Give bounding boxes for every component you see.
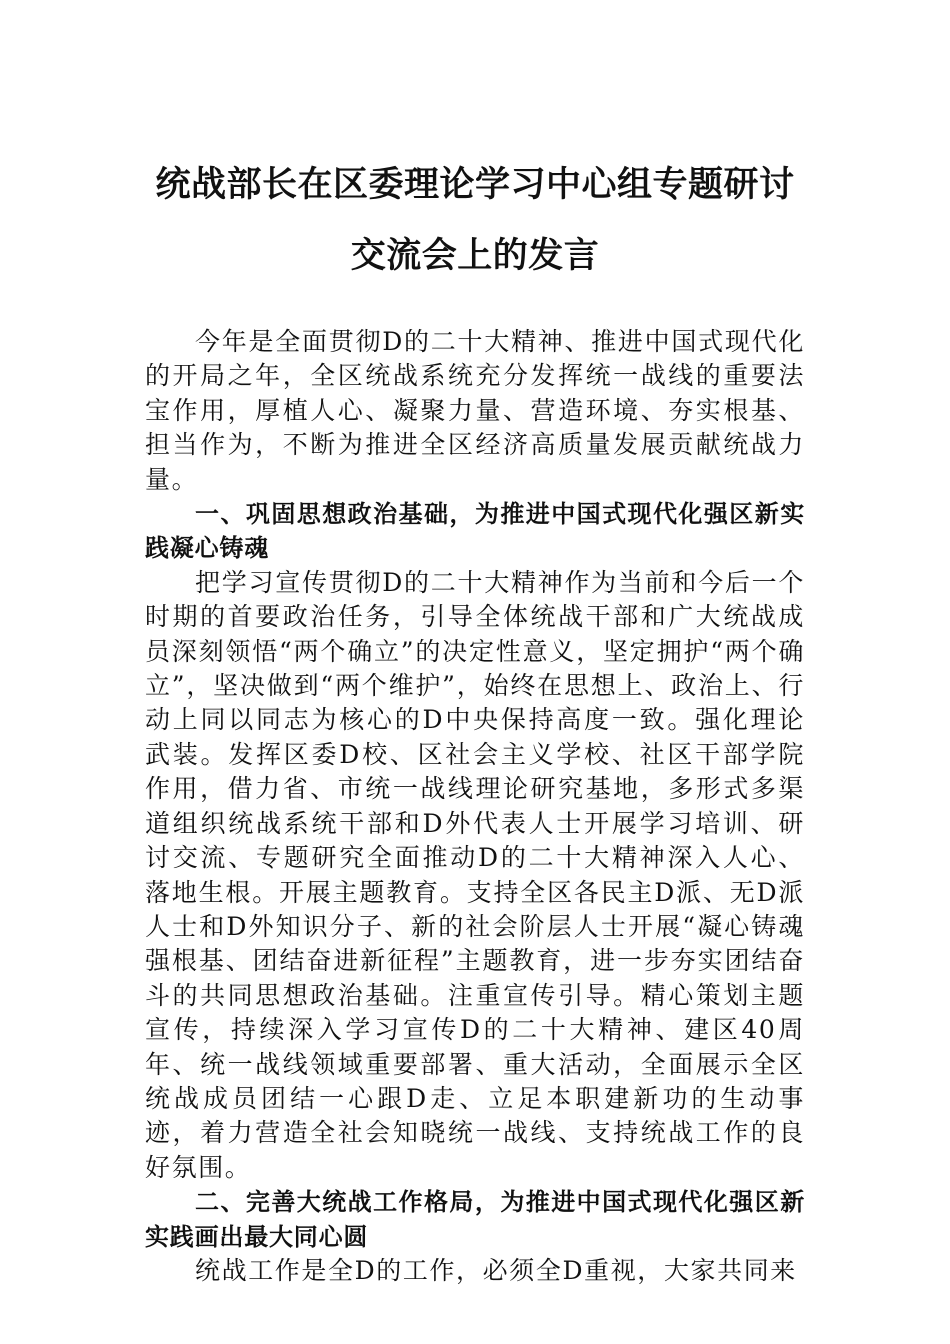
document-title-line-1: 统战部长在区委理论学习中心组专题研讨 [155,164,795,205]
section-1-paragraph: 把学习宣传贯彻D的二十大精神作为当前和今后一个时期的首要政治任务，引导全体统战干部和广大统战成员深刻领悟“两个确立”的决定性意义，坚定拥护“两个确立”，坚决做到“两个维护”，始终在思想上、政治上、行动上同以同志为核心的D中央保持高度一致。强化理论武装。发挥区委D校、区社会主义学校、社区干部学院作用，借力省、市统一战线理论研究基地，多形式多渠道组织统战系统干部和D外代表人士开展学习培训、研讨交流、专题研究全面推动D的二十大精神深入人心、落地生根。开展主题教育。支持全区各民主D派、无D派人士和D外知识分子、新的社会阶层人士开展“凝心铸魂强根基、团结奋进新征程”主题教育，进一步夯实团结奋斗的共同思想政治基础。注重宣传引导。精心策划主题宣传，持续深入学习宣传D的二十大精神、建区40周年、统一战线领域重要部署、重大活动，全面展示全区统战成员团结一心跟D走、立足本职建新功的生动事迹，着力营造全社会知晓统一战线、支持统战工作的良好氛围。 [145,567,805,1182]
intro-paragraph: 今年是全面贯彻D的二十大精神、推进中国式现代化的开局之年，全区统战系统充分发挥统一战线的重要法宝作用，厚植人心、凝聚力量、营造环境、夯实根基、担当作为，不断为推进全区经济高质量发展贡献统战力量。 [145,327,805,494]
document-title-line-2: 交流会上的发言 [350,235,600,276]
document-body [145,325,805,1288]
section-heading-1: 一、巩固思想政治基础，为推进中国式现代化强区新实践凝心铸魂 [145,500,805,563]
section-heading-2: 二、完善大统战工作格局，为推进中国式现代化强区新实践画出最大同心圆 [145,1188,805,1251]
section-2-paragraph: 统战工作是全D的工作，必须全D重视，大家共同来 [195,1255,797,1285]
